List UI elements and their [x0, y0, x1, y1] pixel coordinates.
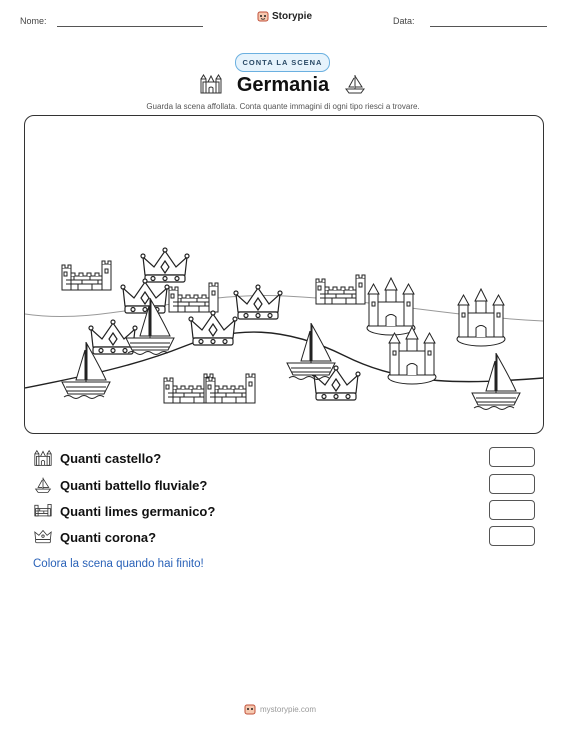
counting-scene[interactable] — [24, 115, 544, 434]
question-text: Quanti battello fluviale? — [60, 477, 208, 493]
storypie-icon — [244, 703, 256, 715]
brand-name: Storypie — [272, 10, 313, 22]
date-label: Data: — [393, 16, 415, 26]
boat-icon — [34, 476, 52, 494]
limes-wall — [316, 275, 365, 304]
title-castle-icon — [200, 73, 222, 95]
answer-box-wall[interactable] — [489, 500, 535, 520]
page-title — [0, 74, 566, 97]
castle — [367, 278, 415, 335]
coloring-note: Colora la scena quando hai finito! — [33, 558, 204, 570]
crown — [141, 248, 189, 282]
limes-wall — [206, 374, 255, 403]
question-wall — [34, 501, 215, 521]
question-text: Quanti corona? — [60, 529, 157, 545]
crown — [89, 320, 137, 354]
question-castle — [34, 448, 161, 468]
question-crown — [34, 527, 156, 547]
answer-box-boat[interactable] — [489, 474, 535, 494]
name-line[interactable] — [57, 26, 203, 27]
crown — [189, 311, 237, 345]
castle-icon — [34, 449, 52, 467]
river-boat — [287, 323, 335, 380]
date-line[interactable] — [430, 26, 547, 27]
answer-box-castle[interactable] — [489, 447, 535, 467]
footer-url[interactable]: mystorypie.com — [260, 704, 317, 714]
question-text: Quanti castello? — [60, 450, 162, 466]
brand-logo — [257, 10, 312, 22]
castle — [388, 327, 436, 384]
crown — [121, 279, 169, 313]
title-boat-icon — [344, 73, 366, 95]
footer — [244, 703, 316, 715]
crown-icon — [34, 528, 52, 546]
name-label: Nome: — [20, 16, 47, 26]
crown — [234, 285, 282, 319]
limes-wall — [62, 261, 111, 290]
activity-badge: CONTA LA SCENA — [235, 53, 330, 72]
wall-icon — [34, 502, 52, 520]
answer-box-crown[interactable] — [489, 526, 535, 546]
scene-illustration — [25, 116, 543, 433]
instructions: Guarda la scena affollata. Conta quante immagini di ogni tipo riesci a trovare. — [146, 102, 420, 111]
limes-wall — [169, 283, 218, 312]
question-text: Quanti limes germanico? — [60, 503, 216, 519]
castle — [457, 289, 505, 346]
question-boat — [34, 475, 207, 495]
storypie-icon — [257, 10, 269, 22]
title-text: Germania — [236, 74, 330, 96]
